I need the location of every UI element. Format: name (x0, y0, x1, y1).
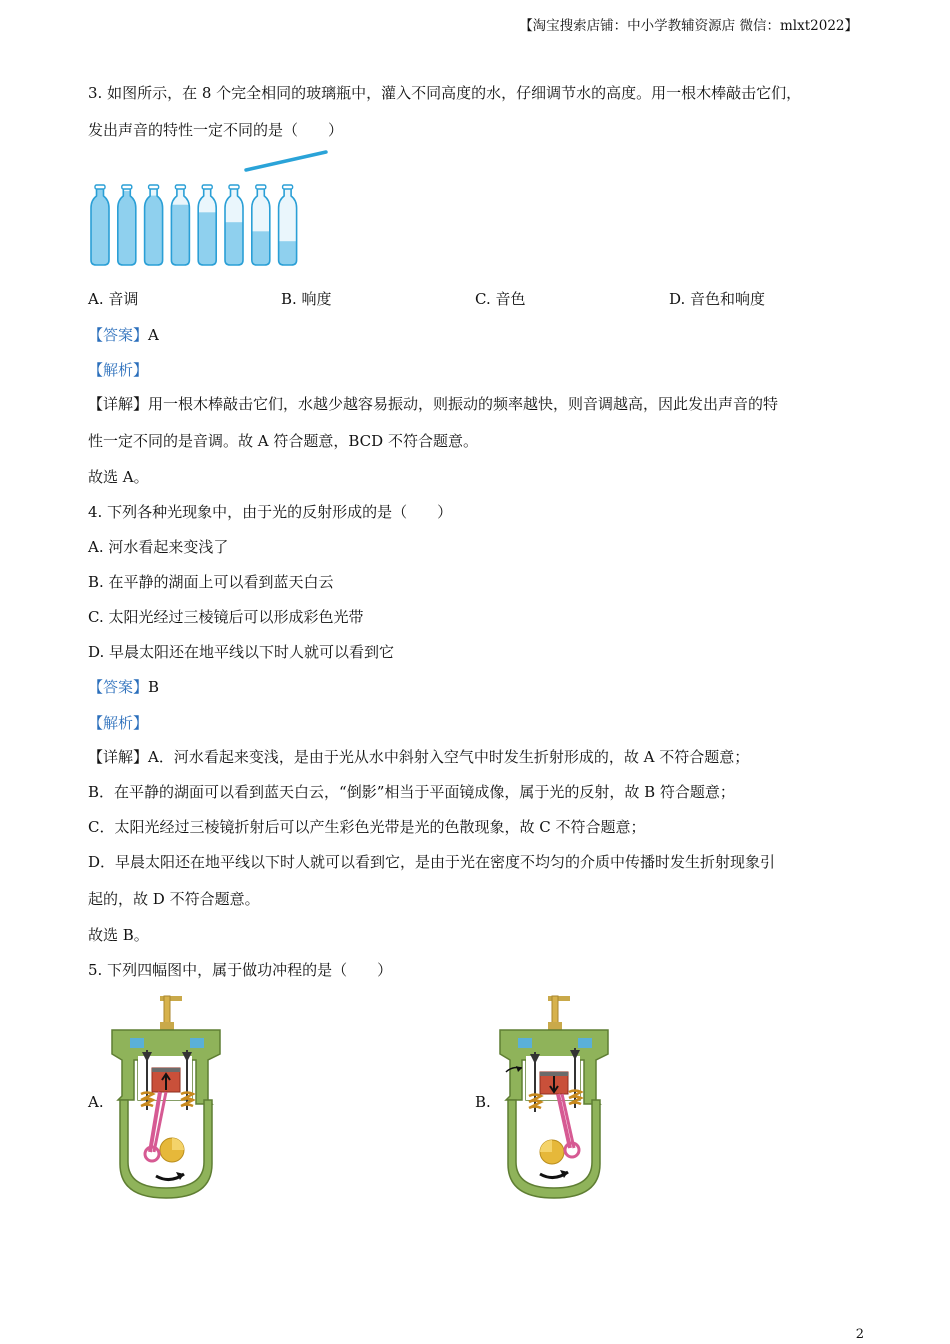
answer-value: B (148, 678, 160, 696)
answer-value: A (148, 326, 159, 344)
q3-option-c: C. 音色 (475, 290, 526, 308)
q4-answer (88, 676, 159, 697)
q3-detail-line1: 【详解】用一根木棒敲击它们，水越少越容易振动，则振动的频率越快，则音调越高，因此发出声音的特 (88, 395, 779, 413)
q3-analysis-tag: 【解析】 (88, 361, 149, 379)
q4-option-c: C. 太阳光经过三棱镜后可以形成彩色光带 (88, 608, 364, 626)
bottle (197, 185, 217, 268)
q3-answer (88, 324, 159, 345)
bottle (90, 185, 110, 268)
bottle (170, 185, 190, 268)
bottle (278, 185, 298, 268)
q3-detail-line2: 性一定不同的是音调。故 A 符合题意，BCD 不符合题意。 (88, 432, 478, 450)
engine-diagram-b (496, 992, 612, 1202)
q3-option-b: B. 响度 (281, 290, 332, 308)
answer-tag: 【答案】 (88, 326, 149, 344)
q4-detail-line5: 起的，故 D 不符合题意。 (88, 890, 260, 908)
q3-option-d: D. 音色和响度 (669, 290, 766, 308)
q4-option-d: D. 早晨太阳还在地平线以下时人就可以看到它 (88, 643, 395, 661)
wooden-stick (246, 152, 326, 170)
bottle (117, 185, 137, 268)
q4-detail-line1: 【详解】A．河水看起来变浅，是由于光从水中斜射入空气中时发生折射形成的，故 A 不符合题意； (88, 748, 750, 766)
engine-diagram-a (108, 992, 224, 1202)
bottle-water (144, 196, 164, 268)
q4-detail-line3: C．太阳光经过三棱镜折射后可以产生彩色光带是光的色散现象，故 C 不符合题意； (88, 818, 646, 836)
bottle (251, 185, 271, 268)
page-header: 【淘宝搜索店铺：中小学教辅资源店 微信：mlxt2022】 (519, 18, 858, 34)
q3-stem-line1: 3. 如图所示，在 8 个完全相同的玻璃瓶中，灌入不同高度的水，仔细调节水的高度。用一根木棒敲击它们， (88, 84, 802, 102)
q3-conclusion: 故选 A。 (88, 468, 149, 486)
q5-option-a-label: A. (88, 1093, 104, 1111)
q5-stem: 5. 下列四幅图中，属于做功冲程的是（ ） (88, 961, 393, 979)
q4-stem: 4. 下列各种光现象中，由于光的反射形成的是（ ） (88, 503, 453, 521)
bottles-figure (86, 148, 336, 270)
page-number: 2 (855, 1327, 864, 1342)
bottle-water (197, 212, 217, 268)
bottle-water (117, 191, 137, 268)
q4-analysis-tag: 【解析】 (88, 714, 149, 732)
bottle (144, 185, 164, 268)
q4-detail-line2: B．在平静的湖面可以看到蓝天白云，“倒影”相当于平面镜成像，属于光的反射，故 B 符合题意； (88, 783, 735, 801)
q4-detail-line4: D．早晨太阳还在地平线以下时人就可以看到它，是由于光在密度不均匀的介质中传播时发生折射现象引 (88, 853, 776, 871)
answer-tag: 【答案】 (88, 678, 149, 696)
bottle (224, 185, 244, 268)
q3-stem-line2: 发出声音的特性一定不同的是（ ） (88, 121, 344, 139)
q4-option-b: B. 在平静的湖面上可以看到蓝天白云 (88, 573, 334, 591)
q4-option-a: A. 河水看起来变浅了 (88, 538, 229, 556)
bottle-water (170, 205, 190, 268)
q3-option-a: A. 音调 (88, 290, 139, 308)
bottle-water (224, 222, 244, 268)
q4-conclusion: 故选 B。 (88, 926, 149, 944)
q5-option-b-label: B. (475, 1093, 491, 1111)
bottle-water (251, 231, 271, 268)
